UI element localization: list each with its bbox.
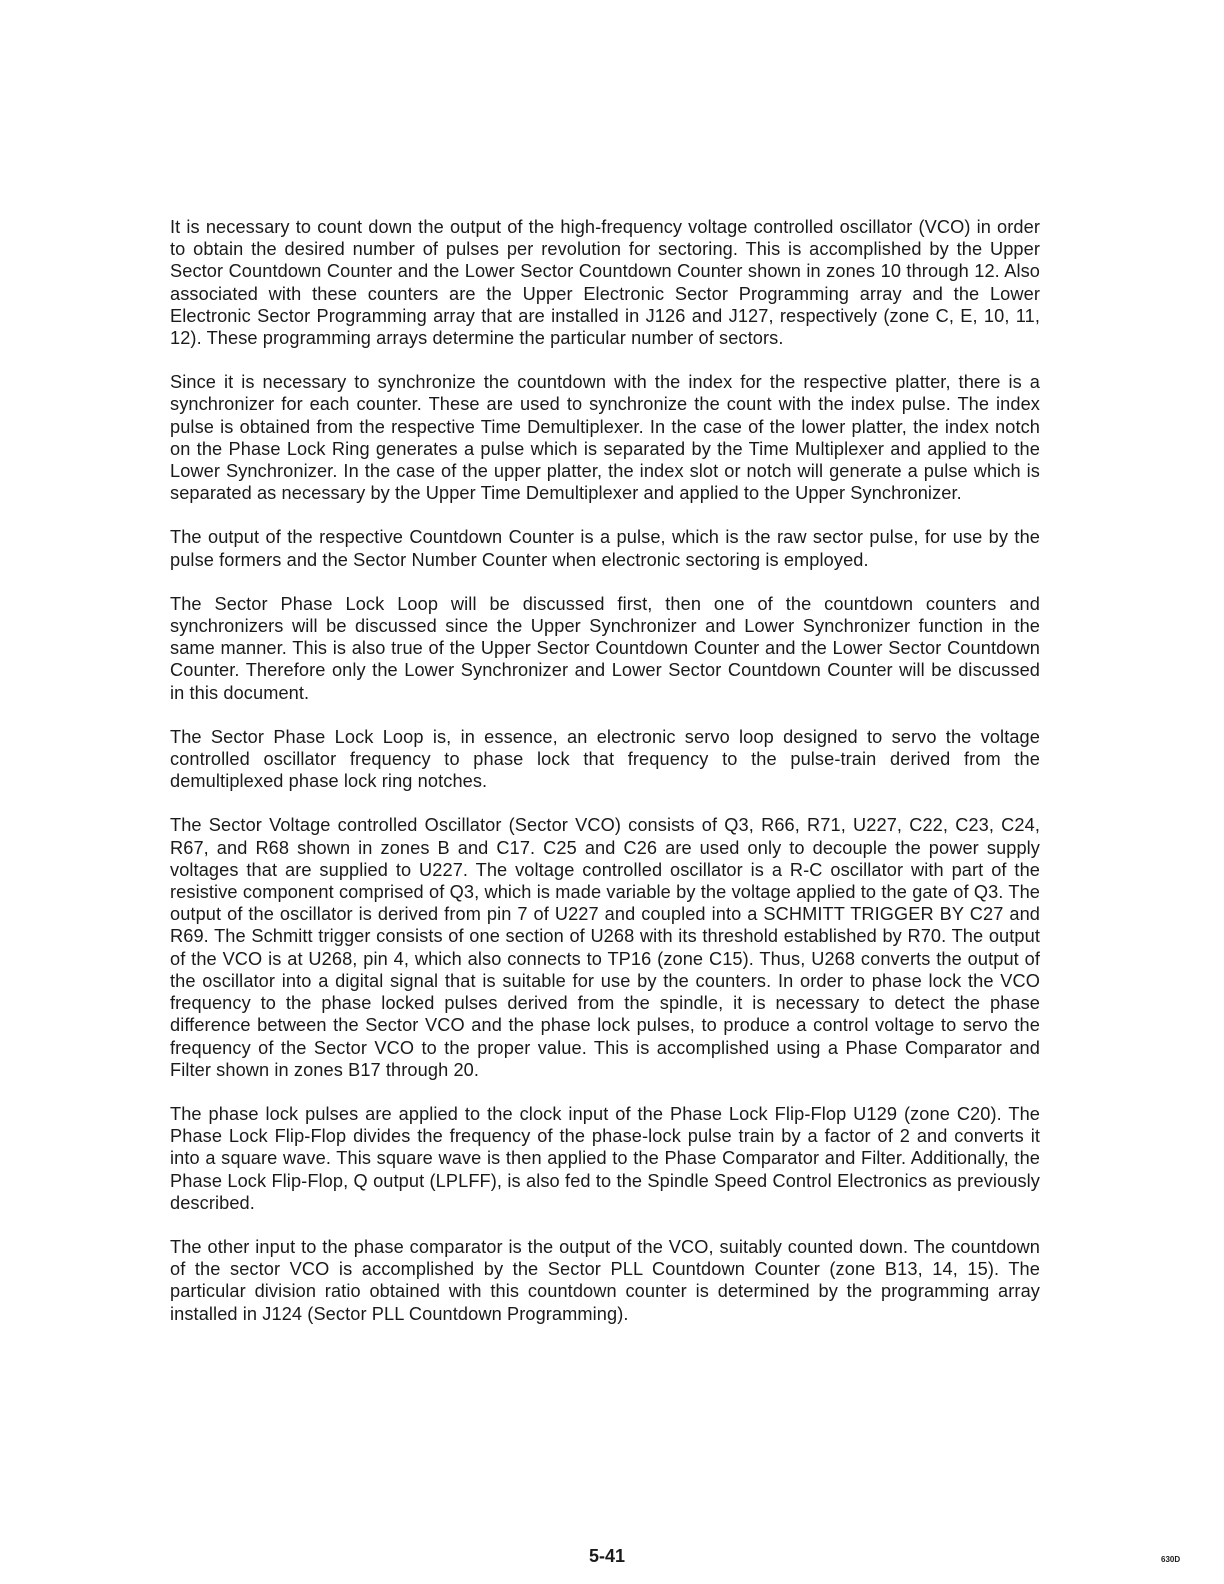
paragraph-countdown-output: The output of the respective Countdown Counter is a pulse, which is the raw sector pulse, for use by the pulse formers and the Sector Number Counter when electronic sectoring is employed. bbox=[170, 527, 1040, 570]
paragraph-vco-countdown: It is necessary to count down the output of the high-frequency voltage controlled oscillator (VCO) in order to obtain the desired number of pulses per revolution for sectoring. This is accomplished by the Upper Sector Countdown Counter and the Lower Sector Countdown Counter shown in zones 10 through 12. Also associated with these counters are the Upper Electronic Sector Programming array and the Lower Electronic Sector Programming array that are installed in J126 and J127, respectively (zone C, E, 10, 11, 12). These programming arrays determine the particular number of sectors. bbox=[170, 217, 1040, 349]
page-body bbox=[170, 216, 1040, 1347]
paragraph-sector-vco: The Sector Voltage controlled Oscillator (Sector VCO) consists of Q3, R66, R71, U227, C22, C23, C24, R67, and R68 shown in zones B and C17. C25 and C26 are used only to decouple the power supply voltages that are supplied to U227. The voltage controlled oscillator is a R-C oscillator with part of the resistive component comprised of Q3, which is made variable by the voltage applied to the gate of Q3. The output of the oscillator is derived from pin 7 of U227 and coupled into a SCHMITT TRIGGER BY C27 and R69. The Schmitt trigger consists of one section of U268 with its threshold established by R70. The output of the VCO is at U268, pin 4, which also connects to TP16 (zone C15). Thus, U268 converts the output of the oscillator into a digital signal that is suitable for use by the counters. In order to phase lock the VCO frequency to the phase locked pulses derived from the spindle, it is necessary to detect the phase difference between the Sector VCO and the phase lock pulses, to produce a control voltage to servo the frequency of the Sector VCO to the proper value. This is accomplished using a Phase Comparator and Filter shown in zones B17 through 20. bbox=[170, 815, 1040, 1080]
paragraph-phase-lock-flip-flop: The phase lock pulses are applied to the clock input of the Phase Lock Flip-Flop U129 (zone C20). The Phase Lock Flip-Flop divides the frequency of the phase-lock pulse train by a factor of 2 and converts it into a square wave. This square wave is then applied to the Phase Comparator and Filter. Additionally, the Phase Lock Flip-Flop, Q output (LPLFF), is also fed to the Spindle Speed Control Electronics as previously described. bbox=[170, 1103, 1040, 1213]
paragraph-synchronizer: Since it is necessary to synchronize the countdown with the index for the respective platter, there is a synchronizer for each counter. These are used to synchronize the count with the index pulse. The index pulse is obtained from the respective Time Demultiplexer. In the case of the lower platter, the index notch on the Phase Lock Ring generates a pulse which is separated by the Time Multiplexer and applied to the Lower Synchronizer. In the case of the upper platter, the index slot or notch will generate a pulse which is separated as necessary by the Upper Time Demultiplexer and applied to the Upper Synchronizer. bbox=[170, 372, 1040, 504]
paragraph-discussion-order: The Sector Phase Lock Loop will be discussed first, then one of the countdown counters and synchronizers will be discussed since the Upper Synchronizer and Lower Synchronizer function in the same manner. This is also true of the Upper Sector Countdown Counter and the Lower Sector Countdown Counter. Therefore only the Lower Synchronizer and Lower Sector Countdown Counter will be discussed in this document. bbox=[170, 593, 1040, 703]
paragraph-phase-comparator-input: The other input to the phase comparator is the output of the VCO, suitably counted down. The countdown of the sector VCO is accomplished by the Sector PLL Countdown Counter (zone B13, 14, 15). The particular division ratio obtained with this countdown counter is determined by the programming array installed in J124 (Sector PLL Countdown Programming). bbox=[170, 1236, 1040, 1324]
document-code: 630D bbox=[1161, 1555, 1181, 1564]
paragraph-phase-lock-loop: The Sector Phase Lock Loop is, in essence, an electronic servo loop designed to servo the voltage controlled oscillator frequency to phase lock that frequency to the pulse-train derived from the demultiplexed phase lock ring notches. bbox=[170, 726, 1040, 792]
page-number: 5-41 bbox=[589, 1546, 626, 1566]
